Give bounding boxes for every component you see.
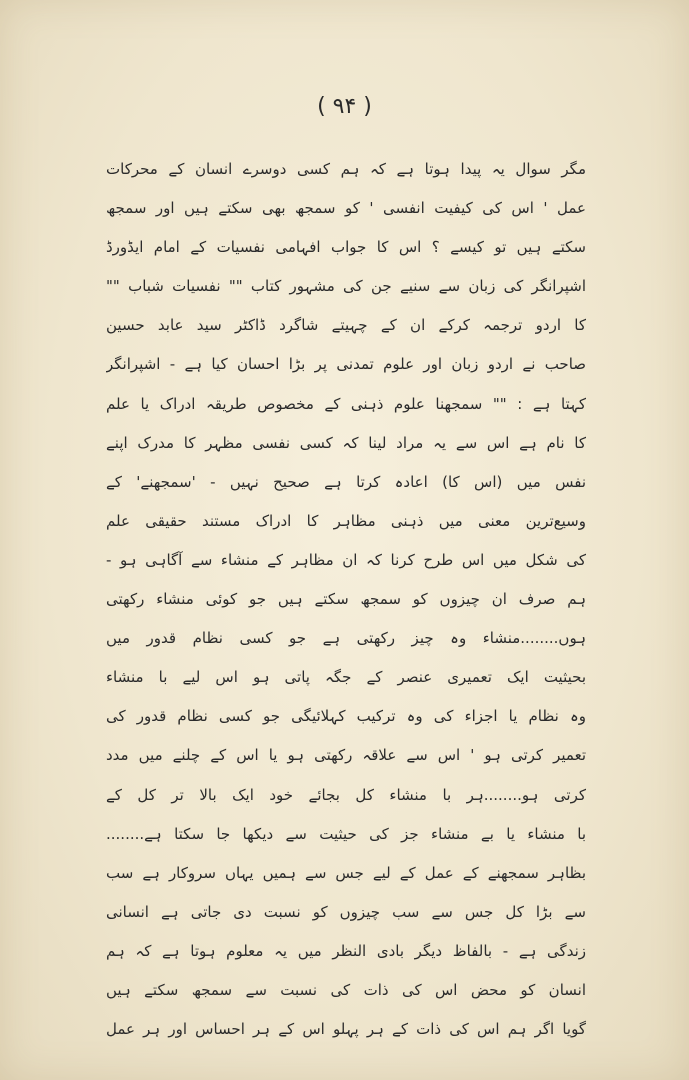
- text-line: سکتے ہیں تو کیسے ؟ اس کا جواب افہامی نفسیات کے امام ایڈورڈ: [106, 238, 586, 257]
- page-number: ( ۹۴ ): [317, 94, 372, 119]
- text-line: کا نام ہے اس سے یہ مراد لینا کہ کسی نفسی مظہر کا مدرک اپنے: [106, 433, 586, 452]
- text-line: عمل ' اس کی کیفیت انفسی ' کو سمجھ بھی سکتے ہیں اور سمجھ: [106, 199, 586, 218]
- text-line: کہتا ہے : "" سمجھنا علوم ذہنی کے مخصوص طریقہ ادراک یا علم: [106, 394, 586, 413]
- text-line: انسان کو محض اس کی ذات کی نسبت سے سمجھ سکتے ہیں: [106, 980, 586, 999]
- text-line: نفس میں (اس کا) اعادہ کرتا ہے صحیح نہیں - 'سمجھنے' کے: [106, 472, 586, 491]
- text-line: مگر سوال یہ پیدا ہوتا ہے کہ ہم کسی دوسرے انسان کے محرکات: [106, 160, 586, 178]
- text-line: زندگی ہے - بالفاظ دیگر بادی النظر میں یہ معلوم ہوتا ہے کہ ہم: [106, 941, 586, 960]
- text-line: ہم صرف ان چیزوں کو سمجھ سکتے ہیں جو کوئی منشاء رکھتی: [106, 590, 586, 609]
- text-line: کا اردو ترجمہ کرکے ان کے چہیتے شاگرد ڈاکٹر سید عابد حسین: [106, 316, 586, 335]
- body-text: [106, 150, 586, 1049]
- text-line: وہ نظام یا اجزاء کی وہ ترکیب کہلائیگی جو کسی نظام قدور کی: [106, 707, 586, 726]
- text-line: اشپرانگر کی زبان سے سنیے جن کی مشہور کتاب "" نفسیات شباب "": [106, 277, 586, 296]
- text-line: صاحب نے اردو زبان اور علوم تمدنی پر بڑا احسان کیا ہے - اشپرانگر: [106, 355, 586, 374]
- text-line: بظاہر سمجھنے کے عمل کے لیے جس سے ہمیں یہاں سروکار ہے سب: [106, 863, 586, 882]
- text-line: ہوں........منشاء وہ چیز رکھتی ہے جو کسی نظام قدور میں: [106, 629, 586, 648]
- text-line: تعمیر کرتی ہو ' اس سے علاقہ رکھتی ہو یا اس کے چلنے میں مدد: [106, 746, 586, 765]
- text-line: گویا اگر ہم اس کی ذات کے ہر پہلو اس کے ہر احساس اور ہر عمل: [106, 1020, 586, 1039]
- text-line: وسیع‌ترین معنی میں ذہنی مظاہر کا ادراک مستند حقیقی علم: [106, 511, 586, 530]
- text-line: کرتی ہو........ہر با منشاء کل بجائے خود ایک بالا تر کل کے: [106, 785, 586, 804]
- text-line: با منشاء یا بے منشاء جز کی حیثیت سے دیکھا جا سکتا ہے........: [106, 824, 586, 843]
- text-line: کی شکل میں اس طرح کرنا کہ ان مظاہر کے منشاء سے آگاہی ہو -: [106, 550, 586, 569]
- text-line: سے بڑا کل جس سے سب چیزوں کو نسبت دی جاتی ہے انسانی: [106, 902, 586, 921]
- text-line: بحیثیت ایک تعمیری عنصر کے جگہ پاتی ہو اس لیے با منشاء: [106, 668, 586, 687]
